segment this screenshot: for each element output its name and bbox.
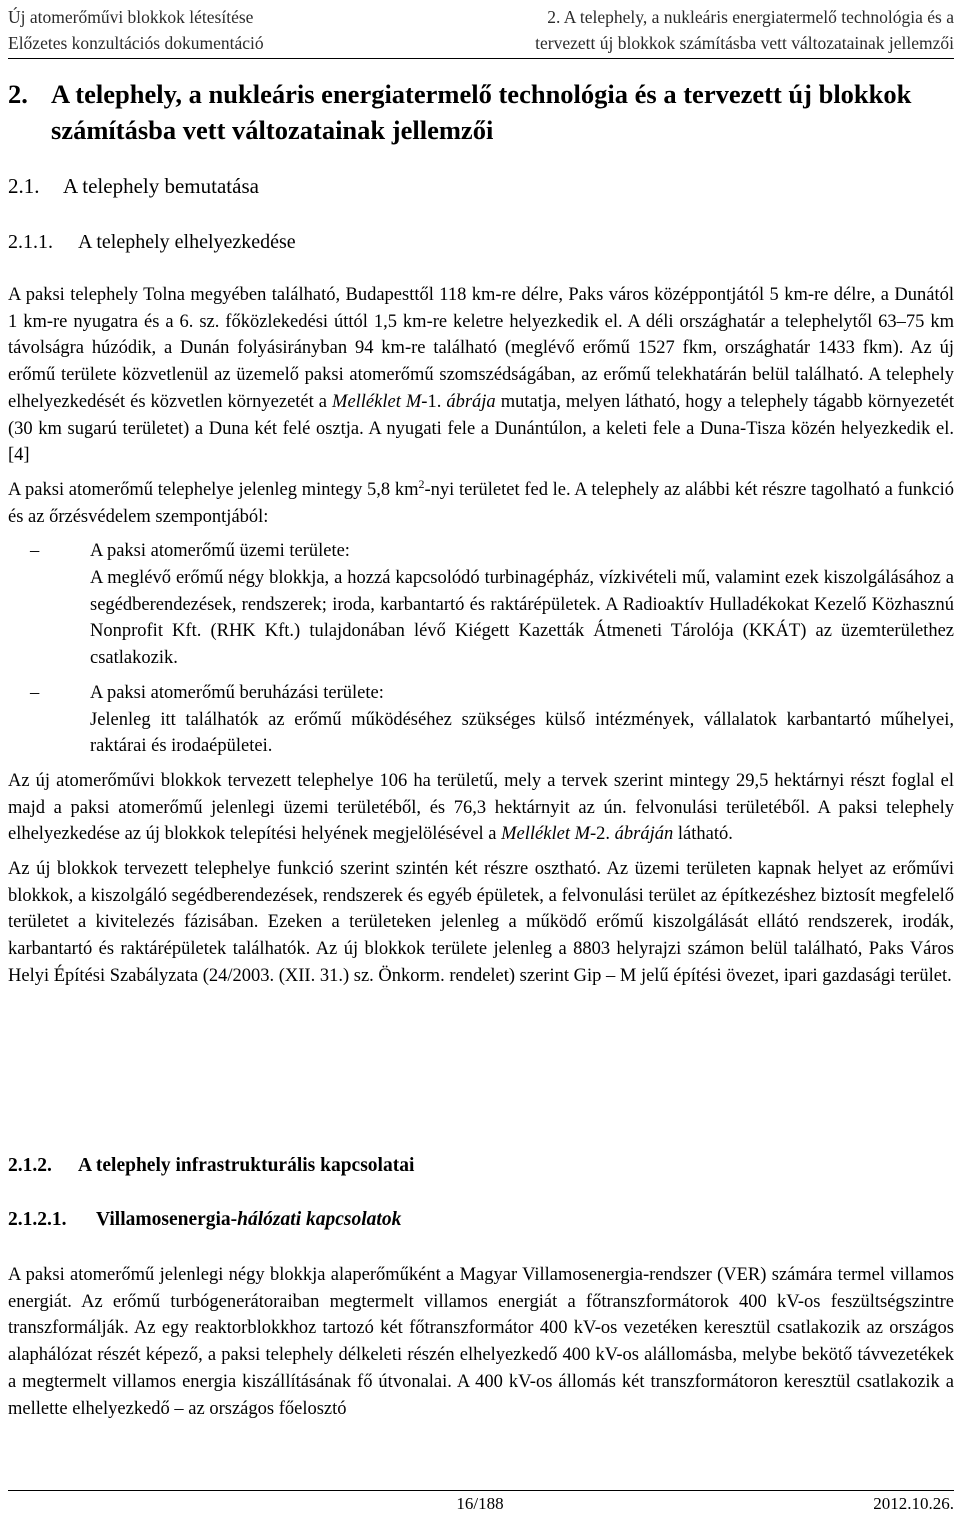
body-text [8, 282, 954, 990]
paragraph-location-text-end: mutatja, melyen látható, hogy a telephely tágabb környezetét (30 km sugarú területet) a Duna két felé osztja. A nyugati fele a Dunántúlon, a keleti fele a Duna-Tisza közén helyezkedik el. [4] [8, 391, 954, 466]
header-left-line1: Új atomerőművi blokkok létesítése [8, 7, 254, 27]
paragraph-grid: A paksi atomerőmű jelenlegi négy blokkja alaperőműként a Magyar Villamosenergia-rendszer (VER) számára termel villamos energiát. Az erőmű turbógenerátoraiban megtermelt villamos energiát a főtranszformátorok 400 kV-os feszültségszintre transzformálják. Az egy reaktorblokkhoz tartozó két főtranszformátor 400 kV-os vezetéken keresztül csatlakozik az országos alaphálózat részét képező, a paksi telephely délkeleti részén elhelyezkedő 400 kV-os alállomásba, melybe bekötő távvezetékek a megtermelt villamos energia kiszállításának fő útvonalai. A 400 kV-os állomás két transzformátoron keresztül csatlakozik a mellette elhelyezkedő – az országos főelosztó [8, 1265, 954, 1419]
body-text-2 [8, 1262, 954, 1422]
header-divider [8, 58, 954, 59]
list-item-title: A paksi atomerőmű üzemi területe: [90, 541, 350, 562]
list-item-text: Jelenleg itt találhatók az erőmű működéséhez szükséges külső intézmények, vállalatok karbantartó műhelyei, raktárai és irodaépületei. [90, 709, 954, 757]
chapter-heading [8, 76, 956, 148]
subsubsection-title-plain: Villamosenergia- [96, 1209, 238, 1230]
figure-reference: ábrája [446, 391, 496, 412]
paragraph-location [8, 282, 954, 469]
annex-reference: Melléklet M [501, 824, 590, 845]
subsection2-number: 2.1.2. [8, 1155, 52, 1176]
list-dash: – [30, 682, 40, 703]
paragraph-area-text-end: -nyi területet fed le. A telephely az alábbi két részre tagolható a funkció és az őrzésvédelem szempontjából: [8, 479, 954, 527]
list-item-title: A paksi atomerőmű beruházási területe: [90, 682, 384, 703]
subsection-title: A telephely elhelyezkedése [78, 231, 296, 253]
header-right-line1: 2. A telephely, a nukleáris energiatermelő technológia és a [547, 7, 954, 27]
header-right-line2: tervezett új blokkok számításba vett változatainak jellemzői [535, 33, 954, 53]
header-left-line2: Előzetes konzultációs dokumentáció [8, 33, 264, 53]
annex-reference: Melléklet M [332, 391, 422, 412]
footer-date: 2012.10.26. [873, 1494, 954, 1513]
paragraph-location-text: A paksi telephely Tolna megyében található, Budapesttől 118 km-re délre, Paks város középpontjától 5 km-re délre, a Dunától 1 km-re nyugatra és a 6. sz. főközlekedési úttól 1,5 km-re keletre helyezkedik el. A déli országhatár a telephelytől 63–75 km távolságra húzódik, a Dunán folyásirányban 94 km-re található (meglévő erőmű 1527 fkm, országhatár 1433 fkm). Az új erőmű területe közvetlenül az üzemelő paksi atomerőmű szomszédságában, az erőmű telekhatárán belül található. A telephely elhelyezkedését és közvetlen környezetét a [8, 285, 954, 412]
figure-reference: ábráján [614, 824, 674, 845]
list-dash: – [30, 541, 40, 562]
section-number: 2.1. [8, 174, 40, 198]
subsection2-title: A telephely infrastrukturális kapcsolatai [78, 1155, 415, 1176]
header-left [8, 4, 264, 56]
paragraph-new-site-text-end: látható. [673, 824, 733, 845]
annex-reference-number: -1. [421, 391, 447, 412]
subsubsection-number: 2.1.2.1. [8, 1209, 67, 1230]
footer-divider [8, 1490, 954, 1491]
running-header [8, 4, 954, 56]
page-number: 16/188 [456, 1494, 504, 1513]
header-right [535, 4, 954, 56]
section-title: A telephely bemutatása [63, 174, 259, 198]
list-item [8, 680, 954, 760]
chapter-number: 2. [8, 79, 28, 109]
subsection-heading [8, 228, 296, 256]
list-item [8, 538, 954, 672]
list-item-text: A meglévő erőmű négy blokkja, a hozzá kapcsolódó turbinagépház, vízkivételi mű, valamint ezek kiszolgálásához a segédberendezések, rendszerek; iroda, karbantartó és raktárépületek. A Radioaktív Hulladékokat Kezelő Közhasznú Nonprofit Kft. (RHK Kft.) tulajdonában lévő Kiégett Kazetták Átmeneti Tárolója (KKÁT) az üzemterülethez csatlakozik. [90, 568, 954, 669]
paragraph-new-site-text: Az új atomerőművi blokkok tervezett telephelye 106 ha területű, mely a tervek szerint mintegy 29,5 hektárnyi részt foglal el majd a paksi atomerőmű jelenlegi üzemi területéből, és 76,3 hektárnyit az ún. felvonulási területéből. A paksi telephely elhelyezkedése az új blokkok telepítési helyének megjelölésével a [8, 770, 954, 845]
subsection-heading-2 [8, 1152, 414, 1180]
chapter-title: A telephely, a nukleáris energiatermelő technológia és a tervezett új blokkok számításba vett változatainak jellemzői [51, 79, 912, 145]
paragraph-area [8, 477, 954, 530]
subsubsection-title-italic: hálózati kapcsolatok [237, 1209, 402, 1230]
area-superscript: 2 [418, 476, 425, 491]
paragraph-functions: Az új blokkok tervezett telephelye funkció szerint szintén két részre osztható. Az üzemi területen kapnak helyet az erőművi blokkok, a kiszolgáló segédberendezések, rendszerek és egyéb épületek, a felvonulási terület az építkezéshez biztosít megfelelő területet a kivitelezés fázisában. Ezeken a területeken jelenleg a működő erőmű kiszolgálását ellátó rendszerek, irodák, karbantartó és raktárépületek találhatók. Az új blokkok területe jelenleg a 8803 helyrajzi számon belül található, Paks Város Helyi Építési Szabályzata (24/2003. (XII. 31.) sz. Önkorm. rendelet) szerint Gip – M jelű építési övezet, ipari gazdasági terület. [8, 859, 954, 986]
subsubsection-heading [8, 1206, 401, 1234]
subsection-number: 2.1.1. [8, 231, 53, 253]
section-heading [8, 172, 259, 200]
paragraph-area-text: A paksi atomerőmű telephelye jelenleg mintegy 5,8 km [8, 479, 419, 500]
paragraph-new-site [8, 768, 954, 848]
annex-reference-number: -2. [590, 824, 615, 845]
